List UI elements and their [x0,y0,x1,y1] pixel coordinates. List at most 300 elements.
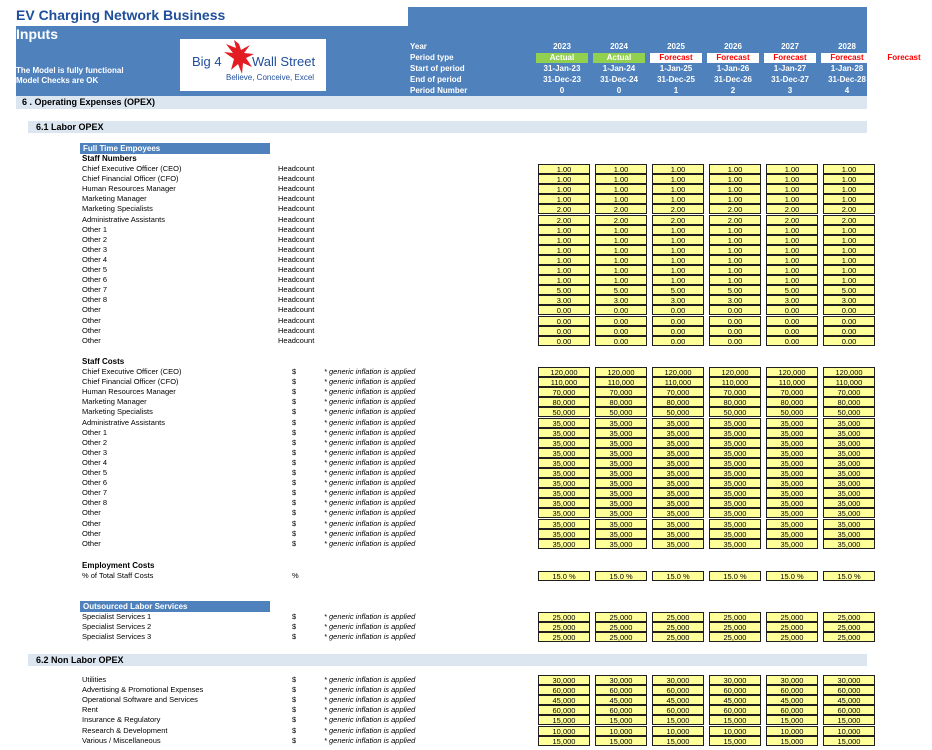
staff-number-input-cell[interactable]: 5.00 [538,285,590,295]
staff-cost-input-cell[interactable]: 110,000 [709,377,761,387]
staff-cost-input-cell[interactable]: 35,000 [709,418,761,428]
non-labor-input-cell[interactable]: 60,000 [766,705,818,715]
staff-cost-input-cell[interactable]: 50,000 [652,407,704,417]
staff-number-label: Other 8 [82,295,108,305]
staff-number-input-cell[interactable]: 3.00 [823,295,875,305]
staff-number-input-cell[interactable]: 0.00 [652,326,704,336]
non-labor-input-cell[interactable]: 15,000 [595,736,647,746]
non-labor-input-cell[interactable]: 10,000 [652,726,704,736]
staff-cost-input-cell[interactable]: 35,000 [766,428,818,438]
staff-number-input-cell[interactable]: 3.00 [538,295,590,305]
staff-number-input-cell[interactable]: 3.00 [652,295,704,305]
staff-number-input-cell[interactable]: 0.00 [823,305,875,315]
staff-cost-input-cell[interactable]: 35,000 [652,498,704,508]
employment-cost-input-cell[interactable]: 15.0 % [652,571,704,581]
staff-number-input-cell[interactable]: 1.00 [766,184,818,194]
staff-cost-input-cell[interactable]: 35,000 [595,488,647,498]
staff-number-input-cell[interactable]: 1.00 [652,265,704,275]
outsourced-input-cell[interactable]: 25,000 [709,632,761,642]
staff-cost-input-cell[interactable]: 35,000 [766,478,818,488]
staff-number-input-cell[interactable]: 3.00 [766,295,818,305]
staff-cost-input-cell[interactable]: 35,000 [766,438,818,448]
staff-number-input-cell[interactable]: 0.00 [823,316,875,326]
non-labor-input-cell[interactable]: 60,000 [595,685,647,695]
staff-number-input-cell[interactable]: 1.00 [652,225,704,235]
staff-cost-input-cell[interactable]: 35,000 [766,498,818,508]
non-labor-unit: $ [292,675,297,684]
staff-number-input-cell[interactable]: 2.00 [652,215,704,225]
non-labor-input-cell[interactable]: 10,000 [538,726,590,736]
staff-number-input-cell[interactable]: 0.00 [709,305,761,315]
staff-cost-input-cell[interactable]: 35,000 [766,418,818,428]
staff-cost-input-cell[interactable]: 35,000 [709,428,761,438]
staff-cost-input-cell[interactable]: 35,000 [823,458,875,468]
staff-number-input-cell[interactable]: 1.00 [766,265,818,275]
staff-number-input-cell[interactable]: 1.00 [709,184,761,194]
outsourced-input-cell[interactable]: 25,000 [595,622,647,632]
staff-number-input-cell[interactable]: 1.00 [709,174,761,184]
staff-number-input-cell[interactable]: 1.00 [823,184,875,194]
outsourced-input-cell[interactable]: 25,000 [766,632,818,642]
staff-number-input-cell[interactable]: 0.00 [538,305,590,315]
staff-number-input-cell[interactable]: 1.00 [823,255,875,265]
staff-number-input-cell[interactable]: 5.00 [652,285,704,295]
non-labor-input-cell[interactable]: 60,000 [823,705,875,715]
staff-number-input-cell[interactable]: 1.00 [823,194,875,204]
staff-cost-input-cell[interactable]: 120,000 [709,367,761,377]
outsourced-input-cell[interactable]: 25,000 [709,612,761,622]
staff-number-input-cell[interactable]: 1.00 [652,255,704,265]
staff-cost-input-cell[interactable]: 35,000 [766,448,818,458]
staff-number-input-cell[interactable]: 1.00 [766,235,818,245]
staff-number-input-cell[interactable]: 0.00 [595,326,647,336]
staff-cost-input-cell[interactable]: 35,000 [766,529,818,539]
staff-cost-input-cell[interactable]: 35,000 [538,539,590,549]
labor-opex-header [28,121,867,133]
staff-number-input-cell[interactable]: 5.00 [709,285,761,295]
employment-cost-input-cell[interactable]: 15.0 % [709,571,761,581]
non-labor-input-cell[interactable]: 60,000 [538,685,590,695]
staff-number-input-cell[interactable]: 1.00 [766,225,818,235]
non-labor-input-cell[interactable]: 45,000 [595,695,647,705]
staff-number-input-cell[interactable]: 1.00 [652,184,704,194]
staff-cost-input-cell[interactable]: 110,000 [823,377,875,387]
staff-cost-input-cell[interactable]: 80,000 [823,397,875,407]
staff-cost-input-cell[interactable]: 35,000 [823,529,875,539]
staff-cost-input-cell[interactable]: 35,000 [595,519,647,529]
staff-number-input-cell[interactable]: 1.00 [652,235,704,245]
staff-number-input-cell[interactable]: 2.00 [823,204,875,214]
staff-number-input-cell[interactable]: 0.00 [652,316,704,326]
staff-number-input-cell[interactable]: 2.00 [595,215,647,225]
non-labor-input-cell[interactable]: 15,000 [538,715,590,725]
staff-number-input-cell[interactable]: 1.00 [538,184,590,194]
non-labor-input-cell[interactable]: 60,000 [709,705,761,715]
staff-number-input-cell[interactable]: 0.00 [538,336,590,346]
staff-cost-unit: $ [292,447,297,457]
staff-cost-input-cell[interactable]: 35,000 [823,468,875,478]
staff-cost-input-cell[interactable]: 35,000 [538,519,590,529]
staff-number-input-cell[interactable]: 2.00 [823,215,875,225]
non-labor-input-cell[interactable]: 60,000 [652,705,704,715]
non-labor-input-cell[interactable]: 15,000 [538,736,590,746]
non-labor-input-cell[interactable]: 30,000 [823,675,875,685]
staff-cost-input-cell[interactable]: 35,000 [538,478,590,488]
staff-number-input-cell[interactable]: 1.00 [766,174,818,184]
outsourced-input-cell[interactable]: 25,000 [652,612,704,622]
staff-number-input-cell[interactable]: 1.00 [595,225,647,235]
staff-number-input-cell[interactable]: 0.00 [709,326,761,336]
staff-number-input-cell[interactable]: 0.00 [709,336,761,346]
staff-number-input-cell[interactable]: 1.00 [709,245,761,255]
staff-number-row [0,184,881,194]
staff-number-input-cell[interactable]: 1.00 [595,265,647,275]
non-labor-input-cell[interactable]: 30,000 [595,675,647,685]
staff-number-input-cell[interactable]: 1.00 [595,255,647,265]
staff-number-input-cell[interactable]: 1.00 [709,265,761,275]
staff-cost-input-cell[interactable]: 35,000 [538,488,590,498]
staff-number-input-cell[interactable]: 0.00 [652,336,704,346]
staff-number-input-cell[interactable]: 1.00 [766,275,818,285]
staff-cost-input-cell[interactable]: 35,000 [823,428,875,438]
staff-cost-input-cell[interactable]: 35,000 [652,438,704,448]
staff-number-row [0,305,881,315]
outsourced-input-cell[interactable]: 25,000 [823,632,875,642]
staff-cost-input-cell[interactable]: 35,000 [652,468,704,478]
non-labor-input-cell[interactable]: 45,000 [652,695,704,705]
staff-cost-input-cell[interactable]: 35,000 [709,468,761,478]
non-labor-input-cell[interactable]: 15,000 [652,736,704,746]
staff-cost-input-cell[interactable]: 35,000 [538,529,590,539]
staff-number-input-cell[interactable]: 1.00 [652,174,704,184]
outsourced-input-cell[interactable]: 25,000 [538,632,590,642]
staff-number-input-cell[interactable]: 1.00 [823,164,875,174]
staff-cost-input-cell[interactable]: 35,000 [823,498,875,508]
staff-cost-input-cell[interactable]: 50,000 [538,407,590,417]
staff-cost-input-cell[interactable]: 35,000 [595,498,647,508]
staff-number-input-cell[interactable]: 0.00 [823,326,875,336]
staff-cost-input-cell[interactable]: 35,000 [652,508,704,518]
non-labor-input-cell[interactable]: 15,000 [766,736,818,746]
staff-cost-input-cell[interactable]: 35,000 [538,458,590,468]
staff-number-input-cell[interactable]: 1.00 [595,174,647,184]
outsourced-input-cell[interactable]: 25,000 [766,622,818,632]
non-labor-input-cell[interactable]: 60,000 [709,685,761,695]
staff-number-input-cell[interactable]: 1.00 [538,275,590,285]
staff-cost-input-cell[interactable]: 35,000 [823,418,875,428]
staff-cost-input-cell[interactable]: 35,000 [595,438,647,448]
non-labor-input-cell[interactable]: 30,000 [709,675,761,685]
staff-cost-input-cell[interactable]: 110,000 [538,377,590,387]
employment-cost-input-cell[interactable]: 15.0 % [823,571,875,581]
staff-cost-input-cell[interactable]: 35,000 [595,428,647,438]
staff-cost-input-cell[interactable]: 70,000 [652,387,704,397]
staff-cost-note: * generic inflation is applied [324,427,416,437]
non-labor-input-cell[interactable]: 45,000 [766,695,818,705]
staff-cost-input-cell[interactable]: 35,000 [538,418,590,428]
staff-number-input-cell[interactable]: 0.00 [766,316,818,326]
staff-number-input-cell[interactable]: 2.00 [766,215,818,225]
outsourced-input-cell[interactable]: 25,000 [823,622,875,632]
staff-cost-input-cell[interactable]: 35,000 [595,468,647,478]
staff-cost-input-cell[interactable]: 35,000 [538,508,590,518]
staff-cost-input-cell[interactable]: 120,000 [538,367,590,377]
staff-cost-input-cell[interactable]: 35,000 [595,539,647,549]
staff-number-input-cell[interactable]: 1.00 [709,164,761,174]
staff-cost-input-cell[interactable]: 35,000 [652,478,704,488]
non-labor-input-cell[interactable]: 15,000 [823,736,875,746]
non-labor-input-cell[interactable]: 45,000 [823,695,875,705]
staff-cost-input-cell[interactable]: 35,000 [766,539,818,549]
staff-cost-input-cell[interactable]: 35,000 [709,448,761,458]
non-labor-input-cell[interactable]: 15,000 [766,715,818,725]
staff-number-input-cell[interactable]: 1.00 [823,225,875,235]
non-labor-input-cell[interactable]: 15,000 [595,715,647,725]
non-labor-input-cell[interactable]: 30,000 [538,675,590,685]
staff-number-input-cell[interactable]: 1.00 [823,174,875,184]
staff-cost-input-cell[interactable]: 35,000 [538,438,590,448]
staff-number-input-cell[interactable]: 1.00 [538,225,590,235]
staff-cost-input-cell[interactable]: 35,000 [595,448,647,458]
non-labor-input-cell[interactable]: 60,000 [823,685,875,695]
staff-number-input-cell[interactable]: 1.00 [823,275,875,285]
staff-number-input-cell[interactable]: 5.00 [595,285,647,295]
staff-cost-input-cell[interactable]: 35,000 [652,529,704,539]
non-labor-input-cell[interactable]: 10,000 [595,726,647,736]
staff-cost-input-cell[interactable]: 35,000 [823,488,875,498]
staff-number-input-cell[interactable]: 3.00 [709,295,761,305]
staff-cost-input-cell[interactable]: 110,000 [595,377,647,387]
staff-number-input-cell[interactable]: 5.00 [766,285,818,295]
staff-number-input-cell[interactable]: 1.00 [595,245,647,255]
staff-cost-input-cell[interactable]: 35,000 [766,468,818,478]
staff-cost-input-cell[interactable]: 35,000 [823,478,875,488]
staff-cost-input-cell[interactable]: 110,000 [652,377,704,387]
staff-cost-input-cell[interactable]: 50,000 [766,407,818,417]
staff-number-input-cell[interactable]: 2.00 [709,215,761,225]
staff-number-input-cell[interactable]: 5.00 [823,285,875,295]
staff-number-input-cell[interactable]: 0.00 [595,316,647,326]
non-labor-input-cell[interactable]: 30,000 [652,675,704,685]
staff-number-unit: Headcount [278,224,315,234]
staff-cost-input-cell[interactable]: 80,000 [538,397,590,407]
employment-cost-input-cell[interactable]: 15.0 % [538,571,590,581]
staff-number-input-cell[interactable]: 0.00 [766,326,818,336]
staff-number-input-cell[interactable]: 1.00 [823,245,875,255]
employment-cost-input-cell[interactable]: 15.0 % [595,571,647,581]
staff-cost-input-cell[interactable]: 35,000 [766,488,818,498]
staff-number-input-cell[interactable]: 1.00 [709,225,761,235]
staff-cost-input-cell[interactable]: 35,000 [652,488,704,498]
non-labor-input-cell[interactable]: 10,000 [823,726,875,736]
staff-number-input-cell[interactable]: 2.00 [766,204,818,214]
staff-cost-input-cell[interactable]: 35,000 [595,418,647,428]
staff-cost-input-cell[interactable]: 35,000 [709,519,761,529]
staff-cost-input-cell[interactable]: 50,000 [709,407,761,417]
staff-cost-input-cell[interactable]: 70,000 [538,387,590,397]
staff-cost-input-cell[interactable]: 35,000 [652,418,704,428]
staff-number-input-cell[interactable]: 1.00 [538,174,590,184]
staff-cost-label: Other 4 [82,457,108,467]
outsourced-input-cell[interactable]: 25,000 [595,632,647,642]
staff-cost-input-cell[interactable]: 35,000 [709,478,761,488]
staff-cost-input-cell[interactable]: 50,000 [823,407,875,417]
staff-number-input-cell[interactable]: 1.00 [538,265,590,275]
staff-number-input-cell[interactable]: 1.00 [595,275,647,285]
employment-cost-input-cell[interactable]: 15.0 % [766,571,818,581]
staff-cost-input-cell[interactable]: 35,000 [823,519,875,529]
staff-number-input-cell[interactable]: 1.00 [595,235,647,245]
staff-number-input-cell[interactable]: 0.00 [709,316,761,326]
staff-number-input-cell[interactable]: 0.00 [766,305,818,315]
staff-cost-input-cell[interactable]: 35,000 [823,539,875,549]
staff-cost-input-cell[interactable]: 35,000 [823,448,875,458]
staff-number-input-cell[interactable]: 1.00 [652,245,704,255]
staff-cost-input-cell[interactable]: 35,000 [652,519,704,529]
staff-cost-input-cell[interactable]: 35,000 [766,508,818,518]
staff-cost-input-cell[interactable]: 35,000 [652,448,704,458]
staff-cost-input-cell[interactable]: 120,000 [595,367,647,377]
staff-cost-input-cell[interactable]: 110,000 [766,377,818,387]
staff-cost-input-cell[interactable]: 35,000 [709,539,761,549]
staff-number-input-cell[interactable]: 1.00 [538,255,590,265]
staff-number-input-cell[interactable]: 3.00 [595,295,647,305]
outsourced-input-cell[interactable]: 25,000 [538,622,590,632]
outsourced-input-cell[interactable]: 25,000 [538,612,590,622]
staff-cost-input-cell[interactable]: 35,000 [652,458,704,468]
staff-cost-input-cell[interactable]: 120,000 [766,367,818,377]
non-labor-input-cell[interactable]: 60,000 [538,705,590,715]
staff-number-input-cell[interactable]: 0.00 [766,336,818,346]
staff-cost-input-cell[interactable]: 35,000 [823,508,875,518]
staff-number-input-cell[interactable]: 1.00 [823,265,875,275]
staff-cost-input-cell[interactable]: 35,000 [652,539,704,549]
outsourced-input-cell[interactable]: 25,000 [595,612,647,622]
staff-number-input-cell[interactable]: 1.00 [709,275,761,285]
staff-cost-input-cell[interactable]: 35,000 [652,428,704,438]
staff-cost-input-cell[interactable]: 70,000 [766,387,818,397]
staff-number-input-cell[interactable]: 0.00 [595,336,647,346]
staff-number-input-cell[interactable]: 1.00 [652,194,704,204]
staff-cost-note: * generic inflation is applied [324,518,416,528]
staff-number-input-cell[interactable]: 2.00 [538,215,590,225]
staff-number-input-cell[interactable]: 1.00 [709,235,761,245]
staff-number-input-cell[interactable]: 1.00 [595,194,647,204]
non-labor-input-cell[interactable]: 45,000 [538,695,590,705]
staff-number-input-cell[interactable]: 1.00 [652,164,704,174]
staff-cost-input-cell[interactable]: 35,000 [709,498,761,508]
staff-number-input-cell[interactable]: 1.00 [652,275,704,285]
non-labor-input-cell[interactable]: 60,000 [766,685,818,695]
staff-number-input-cell[interactable]: 1.00 [538,245,590,255]
staff-cost-input-cell[interactable]: 35,000 [709,529,761,539]
staff-cost-input-cell[interactable]: 35,000 [538,498,590,508]
staff-number-input-cell[interactable]: 2.00 [595,204,647,214]
staff-number-input-cell[interactable]: 1.00 [709,194,761,204]
staff-number-input-cell[interactable]: 0.00 [823,336,875,346]
staff-number-input-cell[interactable]: 1.00 [595,184,647,194]
staff-cost-input-cell[interactable]: 120,000 [652,367,704,377]
non-labor-unit: $ [292,715,297,725]
staff-number-input-cell[interactable]: 1.00 [766,255,818,265]
staff-number-input-cell[interactable]: 1.00 [595,164,647,174]
non-labor-unit: $ [292,685,297,695]
non-labor-input-cell[interactable]: 60,000 [652,685,704,695]
label-end-period: End of period [410,75,462,84]
start-2026: 1-Jan-26 [716,64,750,73]
staff-number-input-cell[interactable]: 2.00 [709,204,761,214]
staff-number-input-cell[interactable]: 2.00 [538,204,590,214]
staff-cost-input-cell[interactable]: 80,000 [595,397,647,407]
outsourced-input-cell[interactable]: 25,000 [823,612,875,622]
staff-number-input-cell[interactable]: 2.00 [652,204,704,214]
staff-cost-input-cell[interactable]: 35,000 [709,488,761,498]
outsourced-input-cell[interactable]: 25,000 [766,612,818,622]
staff-cost-input-cell[interactable]: 70,000 [823,387,875,397]
staff-number-input-cell[interactable]: 1.00 [538,235,590,245]
staff-cost-input-cell[interactable]: 35,000 [595,458,647,468]
non-labor-input-cell[interactable]: 15,000 [652,715,704,725]
outsourced-input-cell[interactable]: 25,000 [709,622,761,632]
staff-number-input-cell[interactable]: 1.00 [709,255,761,265]
non-labor-input-cell[interactable]: 15,000 [823,715,875,725]
staff-number-unit: Headcount [278,204,315,214]
staff-cost-input-cell[interactable]: 35,000 [538,448,590,458]
staff-cost-input-cell[interactable]: 35,000 [823,438,875,448]
staff-cost-input-cell[interactable]: 35,000 [709,438,761,448]
staff-cost-input-cell[interactable]: 35,000 [538,468,590,478]
staff-number-input-cell[interactable]: 0.00 [652,305,704,315]
staff-number-input-cell[interactable]: 0.00 [538,316,590,326]
staff-cost-input-cell[interactable]: 70,000 [709,387,761,397]
staff-cost-input-cell[interactable]: 35,000 [709,458,761,468]
non-labor-input-cell[interactable]: 60,000 [595,705,647,715]
staff-cost-input-cell[interactable]: 50,000 [595,407,647,417]
staff-number-input-cell[interactable]: 0.00 [538,326,590,336]
outsourced-input-cell[interactable]: 25,000 [652,622,704,632]
staff-cost-input-cell[interactable]: 70,000 [595,387,647,397]
staff-number-label: Chief Executive Officer (CEO) [82,164,182,173]
staff-cost-input-cell[interactable]: 80,000 [709,397,761,407]
staff-cost-input-cell[interactable]: 35,000 [709,508,761,518]
staff-number-unit: Headcount [278,325,315,335]
staff-number-input-cell[interactable]: 1.00 [538,164,590,174]
staff-number-input-cell[interactable]: 1.00 [823,235,875,245]
staff-number-input-cell[interactable]: 1.00 [766,164,818,174]
non-labor-input-cell[interactable]: 10,000 [709,726,761,736]
non-labor-input-cell[interactable]: 15,000 [709,736,761,746]
staff-cost-input-cell[interactable]: 80,000 [766,397,818,407]
staff-cost-input-cell[interactable]: 80,000 [652,397,704,407]
staff-cost-input-cell[interactable]: 35,000 [595,478,647,488]
staff-number-input-cell[interactable]: 1.00 [538,194,590,204]
staff-number-input-cell[interactable]: 1.00 [766,194,818,204]
non-labor-input-cell[interactable]: 10,000 [766,726,818,736]
outsourced-input-cell[interactable]: 25,000 [652,632,704,642]
non-labor-input-cell[interactable]: 30,000 [766,675,818,685]
non-labor-input-cell[interactable]: 45,000 [709,695,761,705]
staff-cost-input-cell[interactable]: 35,000 [766,519,818,529]
non-labor-input-cell[interactable]: 15,000 [709,715,761,725]
staff-cost-input-cell[interactable]: 35,000 [595,529,647,539]
staff-cost-input-cell[interactable]: 35,000 [766,458,818,468]
staff-number-input-cell[interactable]: 0.00 [595,305,647,315]
staff-cost-input-cell[interactable]: 35,000 [595,508,647,518]
non-labor-label: Utilities [82,675,107,684]
staff-number-input-cell[interactable]: 1.00 [766,245,818,255]
staff-cost-input-cell[interactable]: 35,000 [538,428,590,438]
staff-cost-input-cell[interactable]: 120,000 [823,367,875,377]
